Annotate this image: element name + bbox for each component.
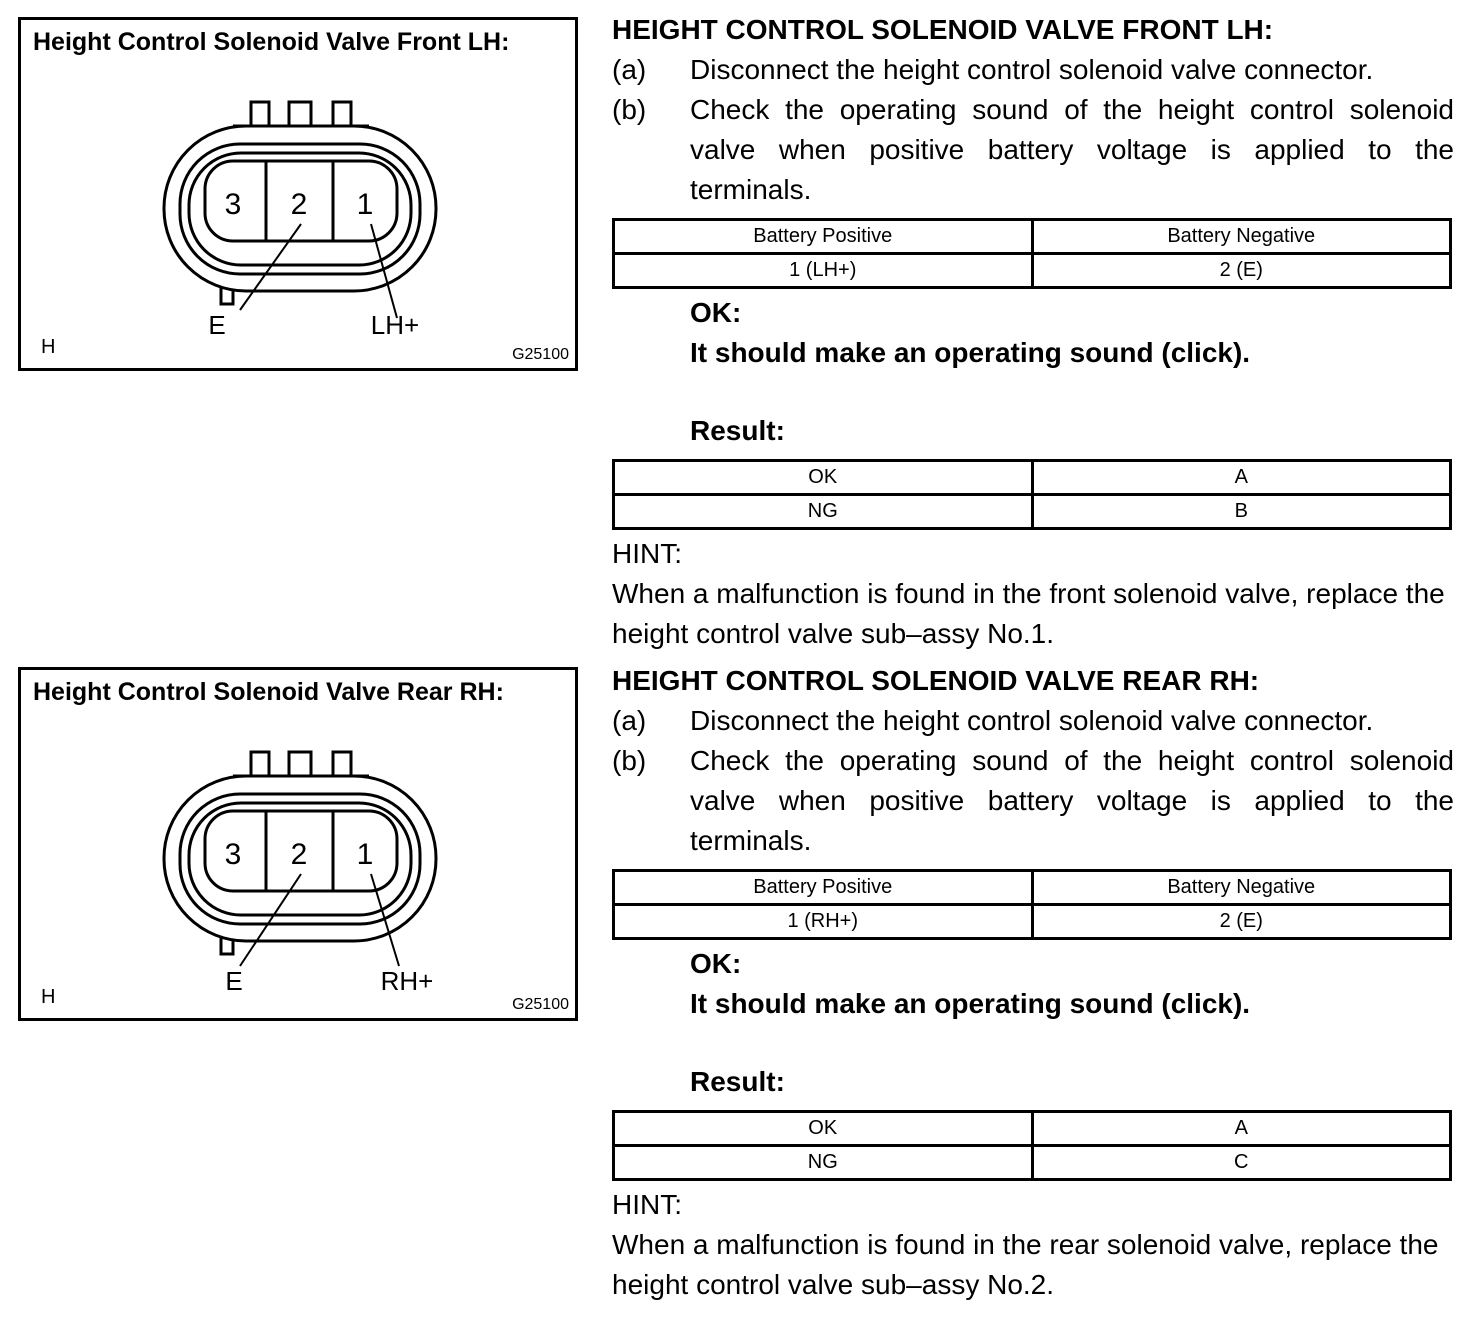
table-row xyxy=(614,461,1451,495)
table-cell: OK xyxy=(614,1112,1033,1146)
table-cell: A xyxy=(1032,1112,1451,1146)
table-cell: A xyxy=(1032,461,1451,495)
ok-text: It should make an operating sound (click). xyxy=(690,337,1251,368)
hint-text: When a malfunction is found in the rear solenoid valve, replace the height control valve sub–assy No.2. xyxy=(612,1229,1439,1300)
table-header-cell: Battery Positive xyxy=(614,871,1033,905)
connector-diagram xyxy=(21,670,575,1018)
table-header-cell: Battery Positive xyxy=(614,220,1033,254)
connector-diagram xyxy=(21,20,575,368)
terminal-e-label: E xyxy=(208,310,226,340)
terminal-positive-label: LH+ xyxy=(370,310,420,340)
pin-2-label: 2 xyxy=(290,188,308,221)
pin-3-label: 3 xyxy=(224,188,242,221)
result-table xyxy=(612,459,1452,530)
figure-corner-mark: H xyxy=(41,336,56,358)
table-row xyxy=(614,495,1451,529)
table-cell: NG xyxy=(614,495,1033,529)
step-letter: (a) xyxy=(612,54,647,85)
battery-spec-table xyxy=(612,218,1452,289)
section-rear-rh xyxy=(612,661,1454,1305)
table-header-cell: Battery Negative xyxy=(1032,220,1451,254)
step-text: Disconnect the height control solenoid valve connector. xyxy=(690,54,1374,85)
figure-title: Height Control Solenoid Valve Front LH: xyxy=(33,28,510,56)
step-letter: (b) xyxy=(612,745,647,776)
table-header-row xyxy=(614,871,1451,905)
table-cell: 2 (E) xyxy=(1032,254,1451,288)
table-cell: NG xyxy=(614,1146,1033,1180)
pin-1-label: 1 xyxy=(356,188,374,221)
table-cell: 1 (RH+) xyxy=(614,905,1033,939)
terminal-positive-label: RH+ xyxy=(380,966,434,996)
section-heading: HEIGHT CONTROL SOLENOID VALVE FRONT LH: xyxy=(612,14,1274,45)
pin-3-label: 3 xyxy=(224,838,242,871)
figure-front-lh xyxy=(18,17,578,371)
table-row xyxy=(614,254,1451,288)
figure-corner-mark: H xyxy=(41,986,56,1008)
hint-label: HINT: xyxy=(612,1189,682,1220)
ok-label: OK: xyxy=(690,297,742,328)
table-cell: OK xyxy=(614,461,1033,495)
table-cell: 1 (LH+) xyxy=(614,254,1033,288)
table-row xyxy=(614,1112,1451,1146)
table-cell: 2 (E) xyxy=(1032,905,1451,939)
table-header-cell: Battery Negative xyxy=(1032,871,1451,905)
figure-code: G25100 xyxy=(512,346,569,363)
step-a xyxy=(612,701,1454,741)
step-text: Check the operating sound of the height control solenoid valve when positive battery voltage is applied to the terminals. xyxy=(690,745,1454,856)
result-table xyxy=(612,1110,1452,1181)
terminal-e-label: E xyxy=(225,966,243,996)
battery-spec-table xyxy=(612,869,1452,940)
result-label: Result: xyxy=(690,415,785,446)
table-row xyxy=(614,1146,1451,1180)
section-heading: HEIGHT CONTROL SOLENOID VALVE REAR RH: xyxy=(612,665,1260,696)
step-b xyxy=(612,741,1454,861)
section-front-lh xyxy=(612,10,1454,654)
pin-1-label: 1 xyxy=(356,838,374,871)
result-label: Result: xyxy=(690,1066,785,1097)
step-letter: (b) xyxy=(612,94,647,125)
table-header-row xyxy=(614,220,1451,254)
step-b xyxy=(612,90,1454,210)
pin-2-label: 2 xyxy=(290,838,308,871)
table-cell: C xyxy=(1032,1146,1451,1180)
hint-label: HINT: xyxy=(612,538,682,569)
step-letter: (a) xyxy=(612,705,647,736)
step-text: Disconnect the height control solenoid valve connector. xyxy=(690,705,1374,736)
step-a xyxy=(612,50,1454,90)
table-row xyxy=(614,905,1451,939)
ok-label: OK: xyxy=(690,948,742,979)
ok-text: It should make an operating sound (click). xyxy=(690,988,1251,1019)
figure-code: G25100 xyxy=(512,996,569,1013)
hint-text: When a malfunction is found in the front solenoid valve, replace the height control valve sub–assy No.1. xyxy=(612,578,1445,649)
table-cell: B xyxy=(1032,495,1451,529)
step-text: Check the operating sound of the height control solenoid valve when positive battery voltage is applied to the terminals. xyxy=(690,94,1454,205)
figure-rear-rh xyxy=(18,667,578,1021)
figure-title: Height Control Solenoid Valve Rear RH: xyxy=(33,678,504,706)
